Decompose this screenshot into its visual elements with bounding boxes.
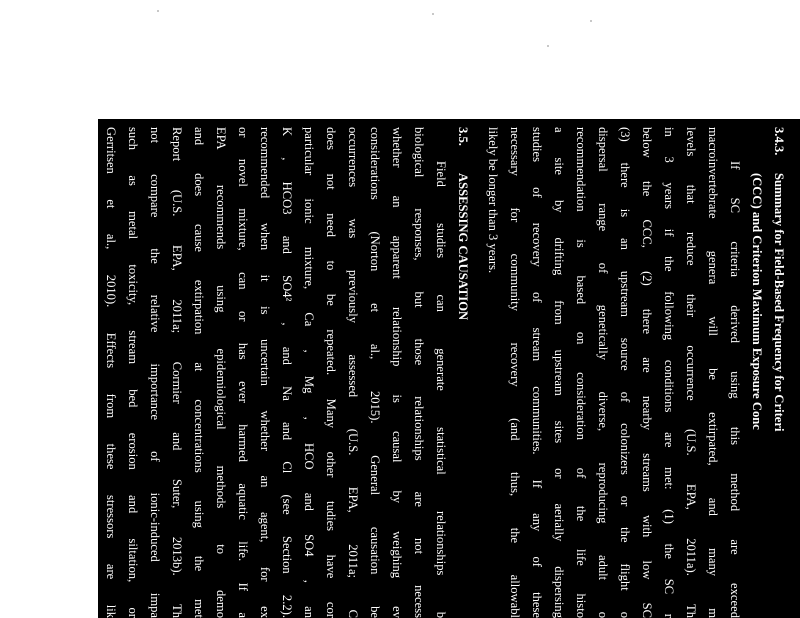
paragraph-line: (3) there is an upstream source of colonizers or the flight o xyxy=(618,127,632,618)
paragraph-line: necessary for community recovery (and thus, the allowabl xyxy=(508,127,522,618)
rotated-text-column xyxy=(68,119,800,618)
section-gap xyxy=(474,119,482,618)
paragraph-line: particular ionic mixture, Ca , Mg , HCO and SO4 , an xyxy=(302,127,316,618)
paragraph-line: levels that reduce their occurrence (U.S. EPA, 2011a). Th xyxy=(684,127,698,618)
paragraph-line: studies of recovery of stream communities. If any of these xyxy=(530,127,544,618)
scan-speck xyxy=(432,13,434,15)
paragraph-line: does not need to be repeated. Many other tudies have cor xyxy=(324,127,338,618)
paragraph-line: recommended when it is uncertain whether an agent, for ex xyxy=(258,127,272,618)
paragraph-line: whether an apparent relationship is causal by weighing ev xyxy=(390,127,404,618)
paragraph-line: Field studies can generate statistical relationships b xyxy=(434,161,448,618)
section-343-heading xyxy=(768,119,790,618)
section-343-title-line1: Summary for Field-Based Frequency for Criteri xyxy=(772,173,786,432)
section-343-number: 3.4.3. xyxy=(772,127,786,156)
scanned-page-region xyxy=(68,119,800,618)
document-text xyxy=(68,119,800,618)
page-number: 3-30 xyxy=(68,356,82,381)
scan-speck xyxy=(547,45,549,47)
paragraph-line: or novel mixture, can or has ever harmed aquatic life. If a xyxy=(236,127,250,618)
paragraph-line: considerations (Norton et al., 2015). General causation be xyxy=(368,127,382,618)
paragraph-line: likely be longer than 3 years. xyxy=(486,127,500,274)
paragraph-line: Gerritsen et al., 2010). Effects from these stressors are lik xyxy=(104,127,118,618)
paragraph-line: a site by drifting from upstream sites or aerially dispersing xyxy=(552,127,566,618)
section-35-heading xyxy=(452,119,474,618)
paragraph-line: Report (U.S. EPA, 2011a; Cormier and Suter, 2013b). Th xyxy=(170,127,184,618)
paragraph-line: biological responses, but those relationships are not necess xyxy=(412,127,426,618)
paragraph-line: recommendation is based on consideration of the life histo xyxy=(574,127,588,618)
paragraph-line: occurrences was previously assessed (U.S. EPA, 2011a; C xyxy=(346,127,360,618)
paragraph-line: and does cause extirpation at concentrations using the met xyxy=(192,127,206,618)
paragraph-line: below the CCC, (2) there are nearby streams with low SC xyxy=(640,127,654,618)
section-35-title: ASSESSING CAUSATION xyxy=(456,173,470,321)
paragraph-line: in 3 years if the following conditions are met: (1) the SC r xyxy=(662,127,676,618)
section-35-number: 3.5. xyxy=(456,127,470,146)
scan-speck xyxy=(157,10,159,12)
paragraph-line: K , HCO3 and SO4² , and Na and Cl (see Section 2.2). xyxy=(280,127,294,618)
paragraph-line: macroinvertebrate genera will be extirpated, and many m xyxy=(706,127,720,618)
paragraph-line: EPA recommends using epidemiological methods to demo xyxy=(214,127,228,618)
section-343-title-line2: (CCC) and Criterion Maximum Exposure Conc xyxy=(750,173,764,430)
scan-speck xyxy=(590,20,592,22)
paragraph-line: not compare the relative importance of ionic-induced impa xyxy=(148,127,162,618)
paragraph-line: If SC criteria derived using this method are exceed xyxy=(728,161,742,618)
paragraph-line: dispersal range of genetically diverse, reproducing adult o xyxy=(596,127,610,618)
paragraph-line: such as metal toxicity, stream bed erosion and siltation, or xyxy=(126,127,140,618)
